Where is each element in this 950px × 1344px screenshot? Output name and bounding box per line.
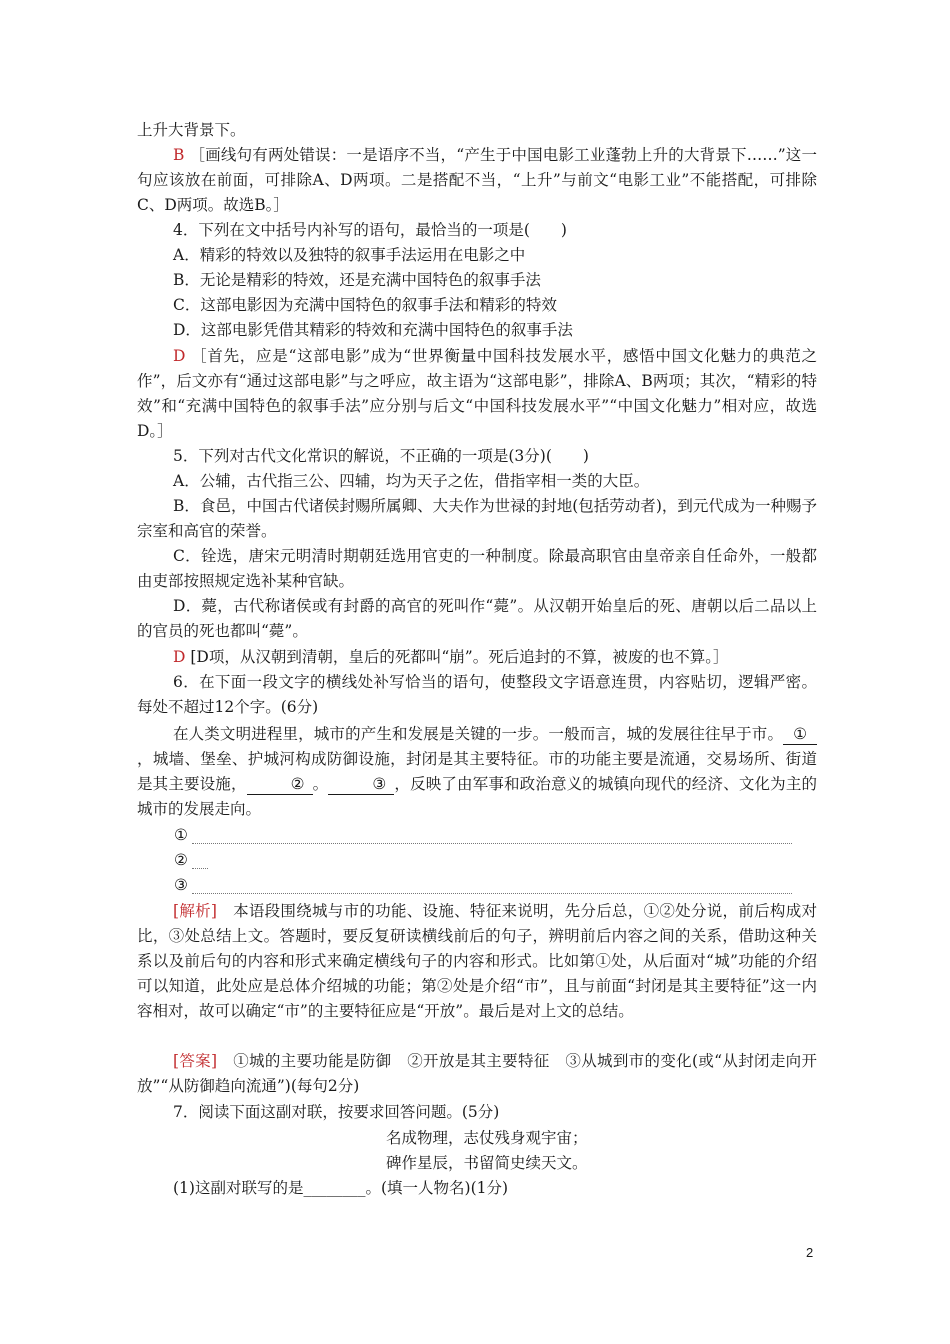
q4-option-d: D．这部电影凭借其精彩的特效和充满中国特色的叙事手法 <box>173 321 573 339</box>
q6-blank-3: ③ <box>328 775 394 795</box>
q6-answer-tag: [答案] <box>173 1052 218 1070</box>
couplet-line-1: 名成物理，志仗残身观宇宙； <box>386 1129 588 1147</box>
q5-answer <box>137 645 817 670</box>
q4-answer-text: ［首先，应是“这部电影”成为“世界衡量中国科技发展水平，感悟中国文化魅力的典范之作”，后文亦有“通过这部电影”与之呼应，故主语为“这部电影”，排除A、B两项；其次，“精彩的特效”和“充满中国特色的叙事手法”应分别与后文“中国科技发展水平”“中国文化魅力”相对应，故选 D。］ <box>137 347 817 440</box>
page-number: 2 <box>806 1245 814 1260</box>
q6-passage-part3: 。 <box>312 775 329 793</box>
q4-stem: 4．下列在文中括号内补写的语句，最恰当的一项是( ) <box>173 221 567 239</box>
q7-sub1 <box>137 1176 817 1201</box>
q6-analysis-tag: [解析] <box>173 902 217 920</box>
q7-sub1-suffix: 。(填一人物名)(1分) <box>365 1179 509 1197</box>
q6-blank-1: ① <box>783 725 817 745</box>
q4-option-c: C．这部电影因为充满中国特色的叙事手法和精彩的特效 <box>173 296 557 314</box>
q5-option-d: D．薨，古代称诸侯或有封爵的高官的死叫作“薨”。从汉朝开始皇后的死、唐朝以后二品以上的官员的死也都叫“薨”。 <box>137 597 817 640</box>
q6-answer-line-2-label: ② <box>174 851 188 869</box>
q6-passage <box>137 722 817 822</box>
q6-blank-2: ② <box>247 775 313 795</box>
q3-answer <box>137 143 817 218</box>
q6-stem: 6．在下面一段文字的横线处补写恰当的语句，使整段文字语意连贯，内容贴切，逻辑严密。每处不超过12个字。(6分) <box>137 673 817 716</box>
q4-option-b: B．无论是精彩的特效，还是充满中国特色的叙事手法 <box>173 271 541 289</box>
q4-option-a: A．精彩的特效以及独特的叙事手法运用在电影之中 <box>173 246 526 264</box>
q4-answer-letter: D <box>173 347 186 365</box>
q3-answer-letter: B <box>173 146 185 164</box>
q6-answer-line-2[interactable] <box>192 868 208 869</box>
q5-answer-text: [D项，从汉朝到清朝，皇后的死都叫“崩”。死后追封的不算，被废的也不算。］ <box>190 648 729 666</box>
q6-analysis-text: 本语段围绕城与市的功能、设施、特征来说明，先分后总，①②处分说，前后构成对比，③处总结上文。答题时，要反复研读横线前后的句子，辨明前后内容之间的关系，借助这种关系以及前后句的内容和形式来确定横线句子的内容和形式。比如第①处，从后面对“城”功能的介绍可以知道，此处应是总体介绍城的功能；第②处是介绍“市”，且与前面“封闭是其主要特征”这一内容相对，故可以确定“市”的主要特征应是“开放”。最后是对上文的总结。 <box>137 902 817 1020</box>
q6-answer-line-3-label: ③ <box>174 876 188 894</box>
q5-option-a: A．公辅，古代指三公、四辅，均为天子之佐，借指宰相一类的大臣。 <box>173 472 650 490</box>
q6-answer-line-1-label: ① <box>174 826 188 844</box>
q3-answer-text: ［画线句有两处错误：一是语序不当，“产生于中国电影工业蓬勃上升的大背景下……”这一句应该放在前面，可排除A、D两项。二是搭配不当，“上升”与前文“电影工业”不能搭配，可排除C、D两项。故选B。］ <box>137 146 817 214</box>
q7-sub1-prefix: (1)这副对联写的是 <box>173 1179 304 1197</box>
q7-sub1-blank[interactable]: ________ <box>303 1179 366 1197</box>
q6-analysis <box>137 899 817 1024</box>
q6-answer-line-3[interactable] <box>192 893 792 894</box>
q5-stem: 5．下列对古代文化常识的解说，不正确的一项是(3分)( ) <box>173 447 589 465</box>
q6-passage-part4: ，反映了由军事和政治意义的城镇向现代的经济、文化为主的城市的发展走向。 <box>137 775 817 818</box>
q5-answer-letter: D <box>173 648 186 666</box>
q5-option-c: C．铨选，唐宋元明清时期朝廷选用官吏的一种制度。除最高职官由皇帝亲自任命外，一般都由吏部按照规定选补某种官缺。 <box>137 547 817 590</box>
q6-passage-part2: ，城墙、堡垒、护城河构成防御设施，封闭是其主要特征。市的功能主要是流通，交易场所、街道是其主要设施， <box>137 750 817 793</box>
q6-answer-text: ①城的主要功能是防御 ②开放是其主要特征 ③从城到市的变化(或“从封闭走向开放”“从防御趋向流通”)(每句2分) <box>137 1052 817 1095</box>
q3-tail: 上升大背景下。 <box>137 121 246 139</box>
q4-answer <box>137 344 817 444</box>
q5-option-b: B．食邑，中国古代诸侯封赐所属卿、大夫作为世禄的封地(包括劳动者)，到元代成为一种赐予宗室和高官的荣誉。 <box>137 497 817 540</box>
q6-answer <box>137 1049 817 1099</box>
q6-passage-part1: 在人类文明进程里，城市的产生和发展是关键的一步。一般而言，城的发展往往早于市。 <box>173 725 784 743</box>
q7-stem: 7．阅读下面这副对联，按要求回答问题。(5分) <box>173 1103 500 1121</box>
couplet-line-2: 碑作星辰，书留简史续天文。 <box>386 1154 588 1172</box>
q6-answer-line-1[interactable] <box>192 843 792 844</box>
